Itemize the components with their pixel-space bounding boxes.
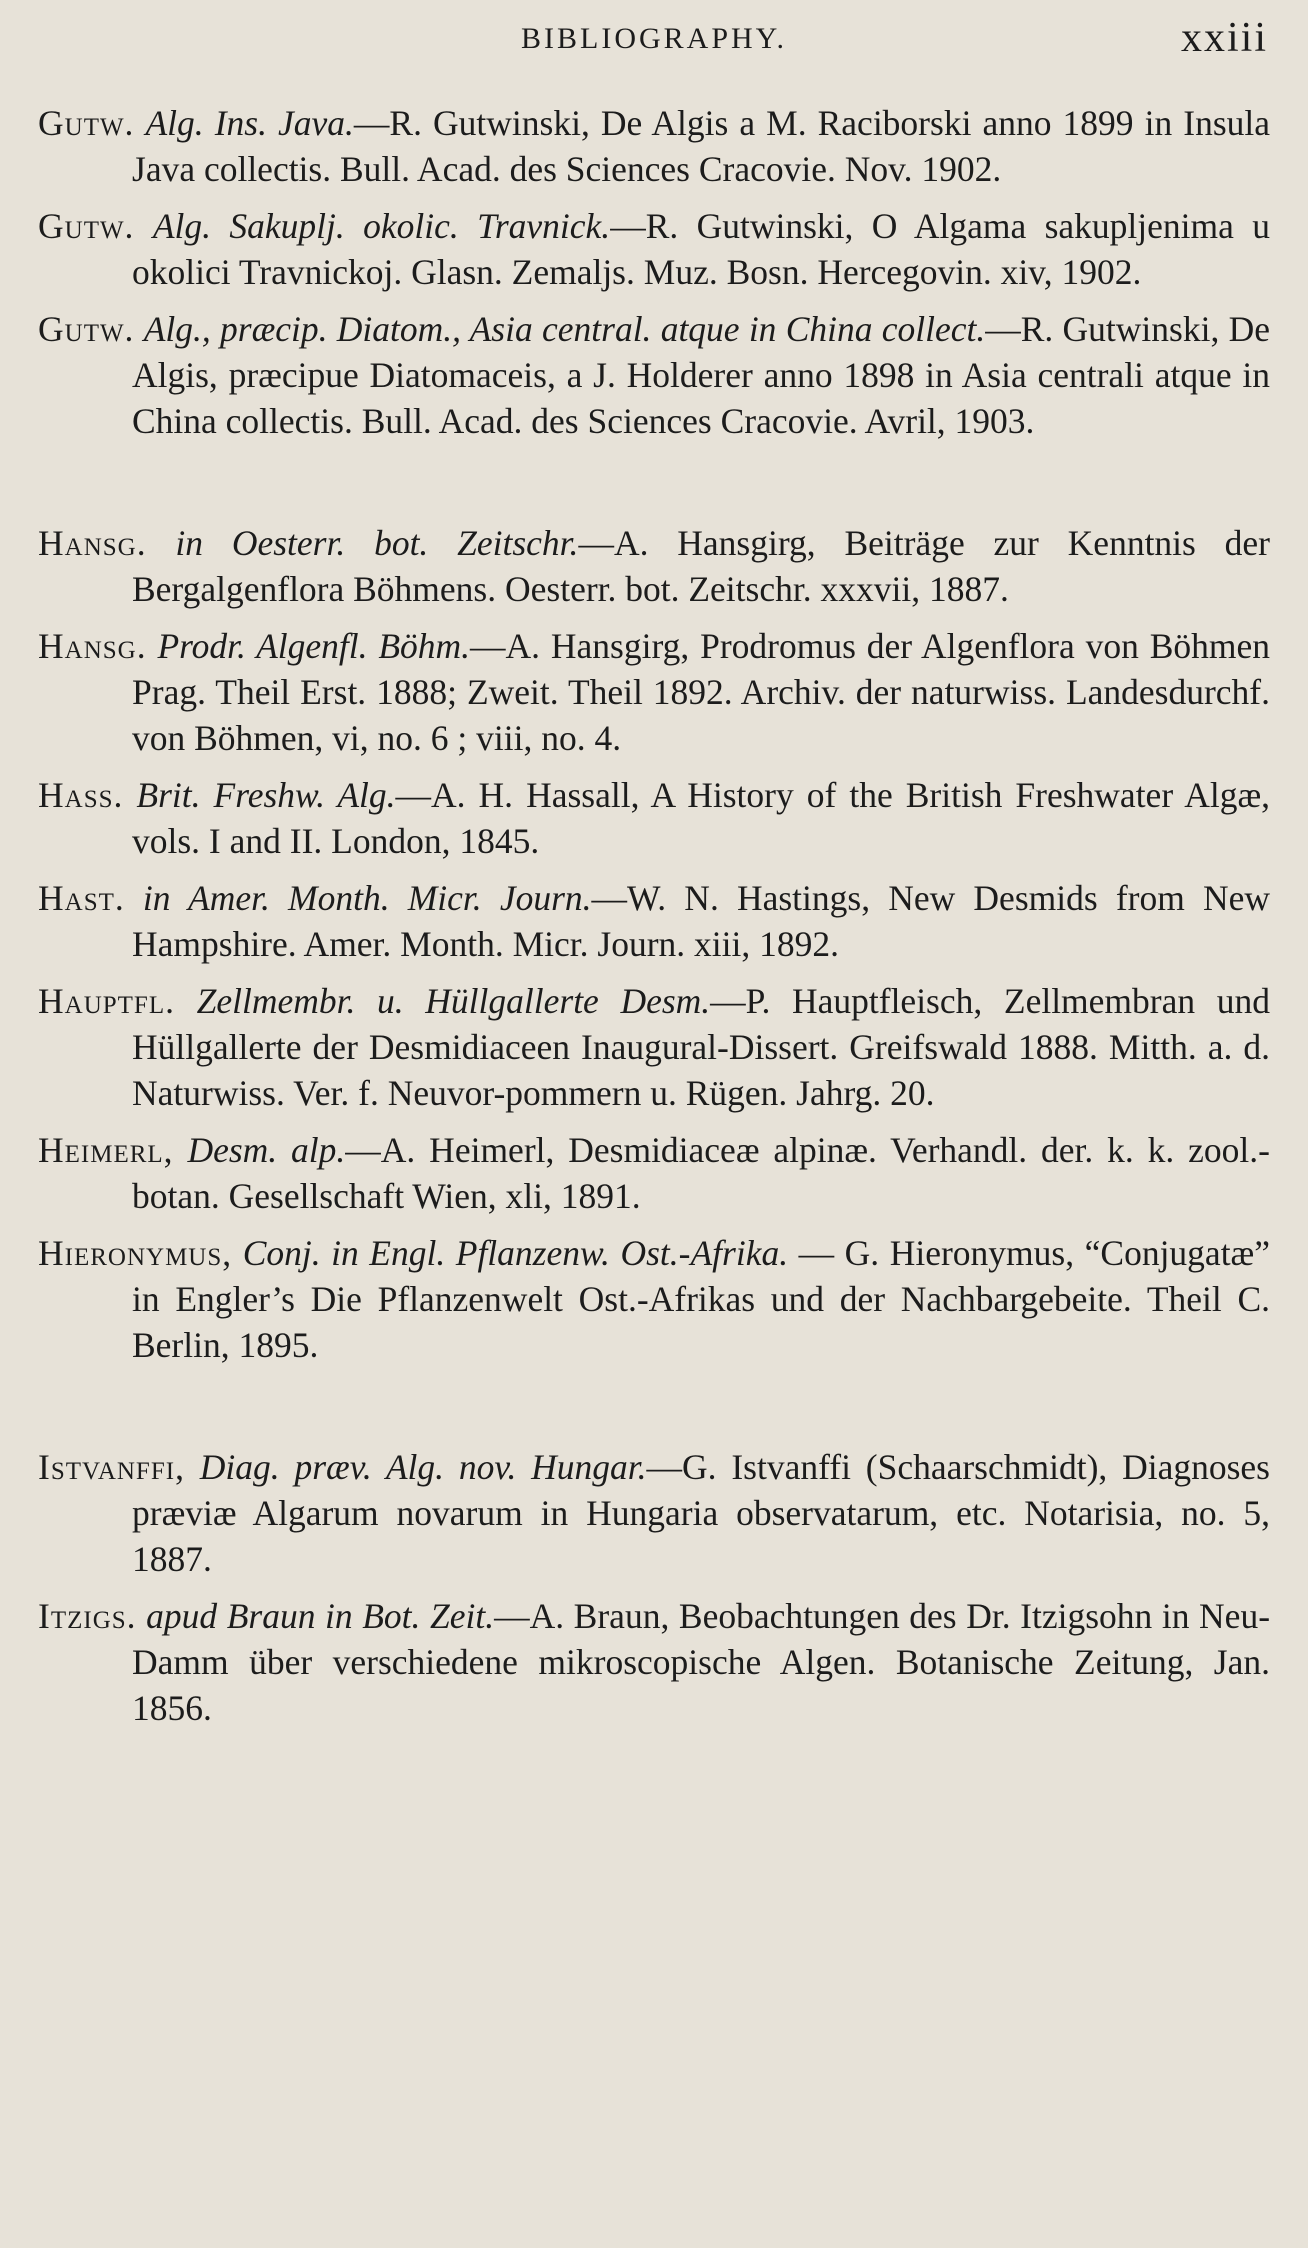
entry-short-title: Desm. alp. xyxy=(187,1130,346,1170)
entry-reference: —R. Gutwinski, De Algis a M. Raciborski anno 1899 in Insula Java collectis. Bull. Acad. des Sciences Cracovie. Nov. 1902. xyxy=(132,103,1270,189)
entry-author-abbreviation: Gutw. xyxy=(38,309,135,349)
entry-author-abbreviation: Itzigs. xyxy=(38,1596,137,1636)
entry-reference: —A. Hansgirg, Prodromus der Algenflora von Böhmen Prag. Theil Erst. 1888; Zweit. Theil 1892. Archiv. der naturwiss. Landesdurchf. von Böhmen, vi, no. 6 ; viii, no. 4. xyxy=(132,626,1270,758)
entry-reference: —R. Gutwinski, De Algis, præcipue Diatomaceis, a J. Holderer anno 1898 in Asia centrali atque in China collectis. Bull. Acad. des Sciences Cracovie. Avril, 1903. xyxy=(132,309,1271,441)
entry-short-title: apud Braun in Bot. Zeit. xyxy=(146,1596,495,1636)
bibliography-entry xyxy=(38,306,1270,444)
entry-author-abbreviation: Gutw. xyxy=(38,103,135,143)
bibliography-entry xyxy=(38,1230,1270,1368)
entry-reference: —G. Istvanffi (Schaarschmidt), Diagnoses præviæ Algarum novarum in Hungaria observatarum, etc. Notarisia, no. 5, 1887. xyxy=(132,1447,1270,1579)
running-head xyxy=(38,0,1270,100)
entry-short-title: Prodr. Algenfl. Böhm. xyxy=(157,626,471,666)
entry-author-abbreviation: Hieronymus, xyxy=(38,1233,233,1273)
entry-short-title: Brit. Freshw. Alg. xyxy=(136,775,396,815)
bibliography-entry xyxy=(38,100,1270,192)
entry-reference: —R. Gutwinski, O Algama sakupljenima u okolici Travnickoj. Glasn. Zemaljs. Muz. Bosn. Hercegovin. xiv, 1902. xyxy=(132,206,1270,292)
entry-reference: — G. Hieronymus, “Conjugatæ” in Engler’s Die Pflanzenwelt Ost.-Afrikas und der Nachbargebeite. Theil C. Berlin, 1895. xyxy=(132,1233,1270,1365)
entry-short-title: Diag. præv. Alg. nov. Hungar. xyxy=(199,1447,647,1487)
entry-reference: —P. Hauptfleisch, Zellmembran und Hüllgallerte der Desmidiaceen Inaugural-Dissert. Greifswald 1888. Mitth. a. d. Naturwiss. Ver. f. Neuvor-pommern u. Rügen. Jahrg. 20. xyxy=(132,981,1271,1113)
entry-short-title: Conj. in Engl. Pflanzenw. Ost.-Afrika. xyxy=(242,1233,789,1273)
page-number: xxiii xyxy=(1180,15,1268,61)
entry-short-title: Alg. Sakuplj. okolic. Travnick. xyxy=(152,206,611,246)
entry-author-abbreviation: Hansg. xyxy=(38,626,147,666)
entry-author-abbreviation: Istvanffi, xyxy=(38,1447,185,1487)
entry-author-abbreviation: Hass. xyxy=(38,775,124,815)
bibliography-entry xyxy=(38,623,1270,761)
entry-short-title: Alg., præcip. Diatom., Asia central. atque in China collect. xyxy=(143,309,986,349)
entry-author-abbreviation: Heimerl, xyxy=(38,1130,174,1170)
bibliography-entry xyxy=(38,1593,1270,1731)
entry-reference: —A. Braun, Beobachtungen des Dr. Itzigsohn in Neu-Damm über verschiedene mikroscopische Algen. Botanische Zeitung, Jan. 1856. xyxy=(132,1596,1271,1728)
entry-author-abbreviation: Hauptfl. xyxy=(38,981,175,1021)
entry-reference: —W. N. Hastings, New Desmids from New Hampshire. Amer. Month. Micr. Journ. xiii, 1892. xyxy=(132,878,1271,964)
bibliography-list xyxy=(38,100,1270,1731)
entry-reference: —A. Hansgirg, Beiträge zur Kenntnis der Bergalgenflora Böhmens. Oesterr. bot. Zeitschr. xxxvii, 1887. xyxy=(132,523,1271,609)
bibliography-entry xyxy=(38,978,1270,1116)
entry-short-title: in Amer. Month. Micr. Journ. xyxy=(142,878,592,918)
bibliography-entry xyxy=(38,203,1270,295)
bibliography-entry xyxy=(38,772,1270,864)
entry-short-title: Zellmembr. u. Hüllgallerte Desm. xyxy=(196,981,711,1021)
entry-author-abbreviation: Hansg. xyxy=(38,523,147,563)
bibliography-entry xyxy=(38,1127,1270,1219)
entry-short-title: in Oesterr. bot. Zeitschr. xyxy=(175,523,579,563)
entry-author-abbreviation: Gutw. xyxy=(38,206,135,246)
running-title: BIBLIOGRAPHY. xyxy=(521,22,787,55)
entry-reference: —A. Heimerl, Desmidiaceæ alpinæ. Verhandl. der. k. k. zool.-botan. Gesellschaft Wien, xli, 1891. xyxy=(132,1130,1270,1216)
bibliography-entry xyxy=(38,875,1270,967)
entry-short-title: Alg. Ins. Java. xyxy=(145,103,354,143)
entry-reference: —A. H. Hassall, A History of the British Freshwater Algæ, vols. I and II. London, 1845. xyxy=(132,775,1271,861)
bibliography-entry xyxy=(38,520,1270,612)
entry-author-abbreviation: Hast. xyxy=(38,878,125,918)
bibliography-entry xyxy=(38,1444,1270,1582)
